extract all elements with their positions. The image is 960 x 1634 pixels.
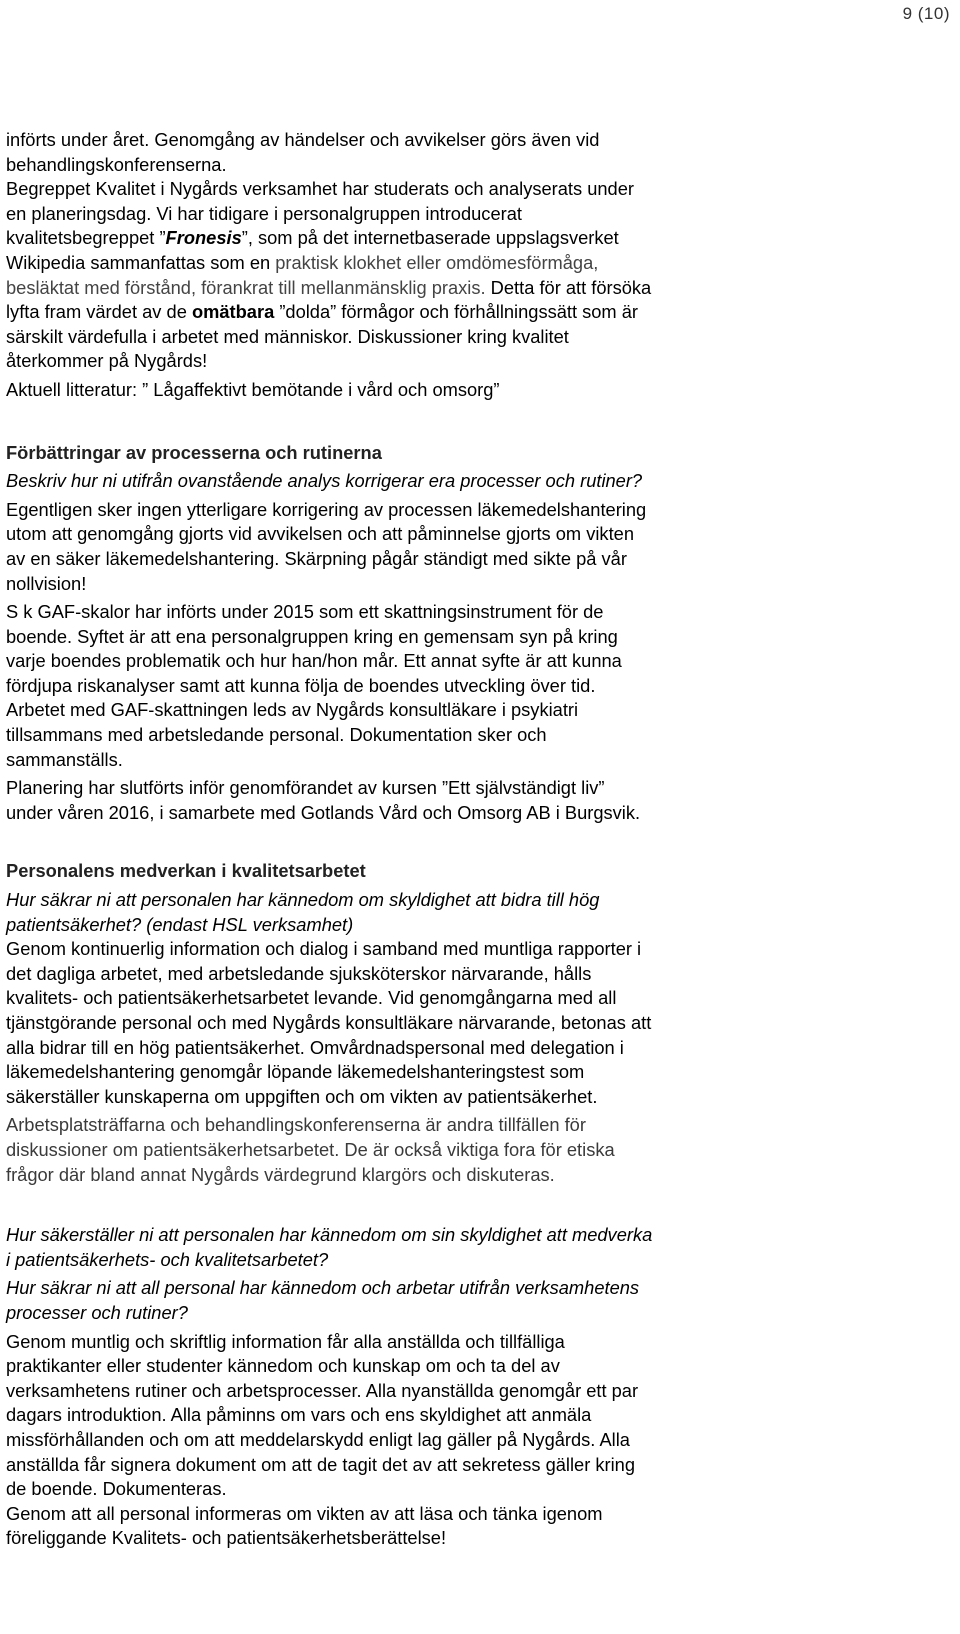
text-line: sammanställs. bbox=[6, 748, 123, 770]
paragraph bbox=[6, 1330, 950, 1502]
text-span: lyfta fram värdet av de bbox=[6, 301, 192, 323]
text-line: under våren 2016, i samarbete med Gotlands Vård och Omsorg AB i Burgsvik. bbox=[6, 801, 641, 823]
text-line: Hur säkrar ni att personalen har kännedom om skyldighet att bidra till hög bbox=[6, 889, 600, 911]
text-line: Hur säkrar ni att all personal har kännedom och arbetar utifrån verksamhetens bbox=[6, 1277, 640, 1299]
section-staff-participation bbox=[6, 859, 950, 1187]
text-line bbox=[6, 300, 950, 325]
text-line: kvalitets- och patientsäkerhetsarbetet levande. Vid genomgångarna med all bbox=[6, 987, 617, 1009]
text-line bbox=[6, 276, 950, 301]
text-line: fördjupa riskanalyser samt att kunna följa de boendes utveckling över tid. bbox=[6, 674, 596, 696]
text-line: en planeringsdag. Vi har tidigare i personalgruppen introducerat bbox=[6, 202, 522, 224]
text-line: av en säker läkemedelshantering. Skärpning pågår ständigt med sikte på vår bbox=[6, 547, 627, 569]
text-line: S k GAF-skalor har införts under 2015 som ett skattningsinstrument för de bbox=[6, 601, 604, 623]
document-body bbox=[6, 128, 950, 1551]
text-line: återkommer på Nygårds! bbox=[6, 350, 208, 372]
text-line: missförhållanden och om att meddelarskydd enligt lag gäller på Nygårds. Alla bbox=[6, 1428, 630, 1450]
quote-span: besläktat med förstånd, förankrat till mellanmänsklig praxis. bbox=[6, 276, 486, 298]
paragraph bbox=[6, 1113, 950, 1187]
fronesis-term: Fronesis bbox=[165, 227, 242, 249]
text-span: ”, som på det internetbaserade uppslagsverket bbox=[241, 227, 619, 249]
text-line: varje boendes problematik och hur han/hon mår. Ett annat syfte är att kunna bbox=[6, 650, 622, 672]
text-span: Wikipedia sammanfattas som en bbox=[6, 251, 276, 273]
text-line: säkerställer kunskaperna om uppgiften och om vikten av patientsäkerhet. bbox=[6, 1085, 598, 1107]
text-line: Hur säkerställer ni att personalen har kännedom om sin skyldighet att medverka bbox=[6, 1224, 653, 1246]
text-line: nollvision! bbox=[6, 572, 87, 594]
quote-span: praktisk klokhet eller omdömesförmåga, bbox=[275, 251, 599, 273]
text-line: verksamhetens rutiner och arbetsprocesser. Alla nyanställda genomgår ett par bbox=[6, 1379, 639, 1401]
emphasis-omatbara: omätbara bbox=[191, 301, 275, 323]
text-line: tjänstgörande personal och med Nygårds konsultläkare närvarande, betonas att bbox=[6, 1012, 652, 1033]
paragraph bbox=[6, 776, 950, 825]
page-number: 9 (10) bbox=[902, 4, 950, 23]
text-line: Arbetet med GAF-skattningen leds av Nygårds konsultläkare i psykiatri bbox=[6, 699, 579, 721]
text-line: särskilt värdefulla i arbetet med människor. Diskussioner kring kvalitet bbox=[6, 325, 569, 347]
section-question bbox=[6, 888, 950, 937]
text-line: Egentligen sker ingen ytterligare korrigering av processen läkemedelshantering bbox=[6, 498, 647, 520]
text-line: behandlingskonferenserna. bbox=[6, 153, 227, 175]
text-line: Genom att all personal informeras om vikten av att läsa och tänka igenom bbox=[6, 1502, 603, 1524]
text-line: Begreppet Kvalitet i Nygårds verksamhet har studerats och analyserats under bbox=[6, 178, 634, 200]
text-line: Genom muntlig och skriftlig information får alla anställda och tillfälliga bbox=[6, 1330, 565, 1352]
text-line: utom att genomgång gjorts vid avvikelsen och att påminnelse gjorts om vikten bbox=[6, 523, 634, 545]
text-line: alla bidrar till en hög patientsäkerhet. Omvårdnadspersonal med delegation i bbox=[6, 1036, 624, 1058]
text-line: frågor där bland annat Nygårds värdegrund klargörs och diskuteras. bbox=[6, 1163, 555, 1185]
text-line: anställda får signera dokument om att de tagit det av att sekretess gäller kring bbox=[6, 1453, 636, 1475]
text-line: diskussioner om patientsäkerhetsarbetet. De är också viktiga fora för etiska bbox=[6, 1138, 615, 1160]
paragraph bbox=[6, 937, 950, 1109]
text-line: dagars introduktion. Alla påminns om vars och ens skyldighet att anmäla bbox=[6, 1404, 592, 1426]
text-line: läkemedelshantering genomgår löpande läkemedelshanteringstest som bbox=[6, 1061, 585, 1083]
text-line: Arbetsplatsträffarna och behandlingskonferenserna är andra tillfällen för bbox=[6, 1114, 586, 1136]
section-routines bbox=[6, 1223, 950, 1551]
text-line: patientsäkerhet? (endast HSL verksamhet) bbox=[6, 913, 354, 935]
text-span: kvalitetsbegreppet ” bbox=[6, 227, 166, 249]
text-line: tillsammans med arbetsledande personal. Dokumentation sker och bbox=[6, 724, 547, 746]
paragraph bbox=[6, 1502, 950, 1551]
section-heading: Personalens medverkan i kvalitetsarbetet bbox=[6, 860, 366, 882]
text-span: Detta för att försöka bbox=[485, 276, 652, 298]
section-question bbox=[6, 1223, 950, 1272]
text-line: Genom kontinuerlig information och dialog i samband med muntliga rapporter i bbox=[6, 938, 642, 960]
literature-line: Aktuell litteratur: ” Lågaffektivt bemötande i vård och omsorg” bbox=[6, 378, 500, 400]
paragraph bbox=[6, 498, 950, 596]
text-line: praktikanter eller studenter kännedom och kunskap om och ta del av bbox=[6, 1355, 560, 1377]
text-line: de boende. Dokumenteras. bbox=[6, 1478, 227, 1500]
text-line: processer och rutiner? bbox=[6, 1301, 188, 1323]
text-line bbox=[6, 251, 950, 276]
intro-paragraph bbox=[6, 128, 950, 403]
text-line: införts under året. Genomgång av händelser och avvikelser görs även vid bbox=[6, 129, 600, 150]
text-span: ”dolda” förmågor och förhållningssätt som är bbox=[274, 301, 638, 323]
paragraph bbox=[6, 600, 950, 772]
section-question: Beskriv hur ni utifrån ovanstående analys korrigerar era processer och rutiner? bbox=[6, 470, 643, 492]
section-question bbox=[6, 1276, 950, 1325]
section-improvements bbox=[6, 441, 950, 826]
text-line: boende. Syftet är att ena personalgruppen kring en gemensam syn på kring bbox=[6, 625, 618, 647]
section-heading: Förbättringar av processerna och rutinerna bbox=[6, 441, 382, 463]
text-line: Planering har slutförts inför genomförandet av kursen ”Ett självständigt liv” bbox=[6, 777, 605, 799]
text-line: föreliggande Kvalitets- och patientsäkerhetsberättelse! bbox=[6, 1527, 447, 1549]
text-line: i patientsäkerhets- och kvalitetsarbetet? bbox=[6, 1248, 329, 1270]
text-line bbox=[6, 226, 950, 251]
text-line: det dagliga arbetet, med arbetsledande sjuksköterskor närvarande, hålls bbox=[6, 962, 592, 984]
